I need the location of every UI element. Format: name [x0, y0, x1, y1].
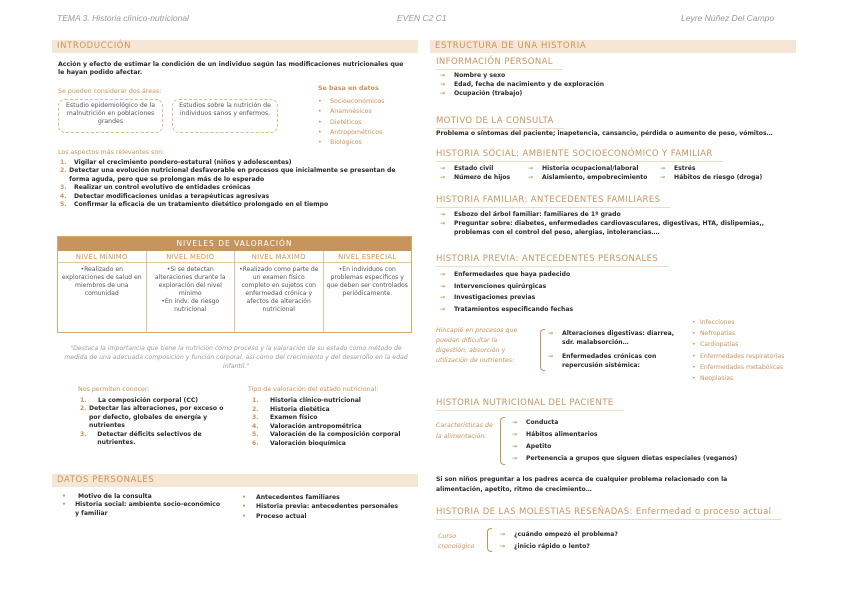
list-item: → Apetito — [512, 443, 552, 450]
levels-title: NIVELES DE VALORACIÓN — [58, 237, 411, 251]
emphasis-list — [548, 329, 680, 370]
sub-molestias: HISTORIA DE LAS MOLESTIAS RESEÑADAS: Enfermedad o proceso actual — [436, 507, 772, 517]
nutri-label: Características de la alimentación: — [436, 422, 493, 440]
nutri-list — [512, 417, 737, 465]
list-item: • Infecciones — [692, 319, 735, 326]
doc-course: EVEN C2 C1 — [397, 13, 447, 23]
types-list — [252, 397, 417, 449]
sub-familiar: HISTORIA FAMILIAR: ANTECEDENTES FAMILIARES — [436, 195, 661, 205]
list-item: 4. Valoración antropométrica — [252, 422, 362, 430]
social-grid — [440, 164, 762, 182]
level-medio: NIVEL MEDIO •Si se detectan alteraciones durante la exploración del nivel mínimo •En indv. de riesgo nutricional — [147, 251, 236, 333]
section-introduccion: INTRODUCCIÓN — [52, 40, 418, 53]
list-item: → Esbozo del árbol familiar: familiares de 1º grado — [440, 211, 621, 218]
list-item: • Cardiopatías — [692, 341, 739, 349]
list-item: → Hábitos alimentarios — [512, 431, 598, 438]
list-item: → Edad, fecha de nacimiento y de exploración — [440, 80, 605, 88]
intro-definition: Acción y efecto de estimar la condición de un individuo según las modificaciones nutricionales que le hayan podido afectar. — [58, 61, 404, 77]
list-item: → Tratamientos especificando fechas — [440, 305, 574, 313]
list-item: → Enfermedades crónicas con repercusión sistémica: — [548, 353, 657, 369]
list-item: • Dietéticos — [318, 118, 362, 126]
motivo-text: Problema o síntomas del paciente; inapetencia, cansancio, pérdida o aumento de peso, vómitos… — [436, 130, 773, 137]
list-item: → Investigaciones previas — [440, 294, 536, 301]
aspects-label: Los aspectos más relevantes son: — [58, 149, 165, 156]
list-item: • Anamnésicos — [318, 108, 372, 116]
sub-info-personal: INFORMACIÓN PERSONAL — [436, 57, 553, 67]
list-item: 3. Examen físico — [252, 414, 318, 422]
aspects-list — [60, 159, 412, 209]
sub-previa: HISTORIA PREVIA: ANTECEDENTES PERSONALES — [436, 254, 659, 264]
sub-nutricional: HISTORIA NUTRICIONAL DEL PACIENTE — [436, 398, 614, 408]
list-item: 1. Vigilar el crecimiento pondero-estatural (niños y adolescentes) — [60, 159, 292, 166]
areas-label: Se pueden considerar dos áreas: — [58, 88, 162, 95]
list-item: → Intervenciones quirúrgicas — [440, 282, 547, 290]
allow-label: Nos permiten conocer: — [78, 386, 150, 393]
level-especial: NIVEL ESPECIAL •En individuos con problemas específicos y que deben ser controlados periódicamente. — [324, 251, 412, 333]
kids-note: Si son niños preguntar a los padres acerca de cualquier problema relacionado con la alimentación, apetito, ritmo de crecimiento… — [436, 476, 728, 493]
chronic-list — [692, 317, 784, 384]
list-item: • Antecedentes familiares — [242, 494, 340, 501]
list-item: 1. La composición corporal (CC) — [80, 397, 199, 404]
emphasis-brace — [540, 329, 545, 371]
list-item: 1. Historia clínico-nutricional — [252, 397, 361, 404]
sub-social: HISTORIA SOCIAL: AMBIENTE SOCIOECONÓMICO Y FAMILIAR — [436, 149, 713, 159]
level-minimo: NIVEL MÍNIMO •Realizado en exploraciones de salud en miembros de una comunidad — [58, 251, 147, 333]
info-list — [440, 72, 604, 98]
list-item: 3. Realizar un control evolutivo de entidades crónicas — [60, 184, 251, 192]
sub-motivo: MOTIVO DE LA CONSULTA — [436, 116, 554, 126]
list-item: → Conducta — [512, 419, 559, 426]
types-label: Tipo de valoración del estado nutricional: — [248, 386, 379, 393]
prev-list — [440, 269, 573, 315]
family-list — [440, 210, 794, 237]
list-item: • Neoplasias — [692, 375, 734, 383]
list-item: 6. Valoración bioquímica — [252, 439, 346, 447]
list-item: → Preguntar sobre: diabetes, enfermedades cardiovasculares, digestivas, HTA, dislipemias,, problemas con el control del peso, alergias, intolerancias…. — [440, 220, 765, 236]
personal-right-list — [242, 493, 412, 521]
area-epidemiologic: Estudio epidemiológico de la malnutrición en poblaciones grandes — [58, 99, 163, 133]
list-item: 4. Detectar modificaciones unidas a terapéuticas agresivas — [60, 192, 270, 200]
list-item: 2. Detectar una evolución nutricional desfavorable en procesos que inicialmente se presentan de forma aguda, pero que se prolongan más de lo esperado — [60, 167, 396, 183]
allow-list — [80, 397, 236, 447]
mol-label: Curso cronológico — [438, 533, 475, 550]
list-item: → Estado civil → Historia ocupacional/laboral → Estrés — [440, 165, 696, 172]
doc-author: Leyre Núñez Del Campo — [681, 13, 775, 23]
list-item: 5. Valoración de la composición corporal — [252, 431, 401, 439]
list-item: • Socioeconómicos — [318, 98, 385, 105]
list-item: → Número de hijos → Aislamiento, empobrecimiento → Hábitos de riesgo (droga) — [440, 174, 763, 181]
personal-left-list — [62, 493, 222, 518]
level-maximo: NIVEL MÁXIMO •Realizado como parte de un examen físico completo en sujetos con enfermedad crónica y afectos de alteración nutricional — [235, 251, 324, 333]
section-datos-personales: DATOS PERSONALES — [52, 474, 418, 487]
doc-topic: TEMA 3. Historia clínico-nutricional — [57, 13, 189, 23]
list-item: 3. Detectar déficits selectivos de nutrientes. — [80, 430, 202, 447]
list-item: • Enfermedades respiratorias — [692, 352, 785, 360]
list-item: → Nombre y sexo — [440, 72, 506, 79]
list-item: • Motivo de la consulta — [62, 493, 152, 500]
list-item: 5. Confirmar la eficacia de un tratamiento dietético prolongado en el tiempo — [60, 201, 329, 209]
list-item: → Alteraciones digestivas: diarrea, sdr. malabsorción… — [548, 330, 675, 346]
list-item: → ¿cuándo empezó el problema? — [500, 531, 618, 538]
list-item: 2. Historia dietética — [252, 405, 330, 413]
list-item: • Nefropatías — [692, 330, 736, 338]
list-item: • Proceso actual — [242, 512, 307, 520]
list-item: • Historia social: ambiente socio-económico y familiar — [62, 501, 221, 517]
list-item: • Antropométricos — [318, 128, 383, 136]
area-individual: Estudios sobre la nutrición de individuos sanos y enfermos. — [172, 99, 278, 133]
list-item: → Pertenencia a grupos que siguen dietas especiales (veganos) — [512, 455, 738, 462]
list-item: → Enfermedades que haya padecido — [440, 271, 571, 278]
nutri-brace — [500, 417, 505, 465]
mol-brace — [487, 528, 492, 552]
list-item: 2. Detectar las alteraciones, por exceso o por defecto, globales de energía y nutrientes — [80, 405, 224, 430]
mol-list — [500, 529, 618, 553]
levels-table — [57, 236, 412, 333]
emphasis-label: Hincapié en procesos que puedan dificultar la digestión, absorción y utilización de nutrientes: — [436, 327, 518, 364]
section-estructura: ESTRUCTURA DE UNA HISTORIA — [430, 40, 796, 53]
list-item: • Historia previa: antecedentes personales — [242, 503, 398, 511]
importance-quote: "Destaca la importancia que tiene la nutrición como proceso y la valoración de su estado como método de medida de una adecuada composición y función corporal, así como del crecimiento y del desarrollo en la edad infantil." — [64, 345, 408, 370]
based-list — [318, 97, 384, 148]
list-item: • Biológicos — [318, 139, 362, 147]
based-label: Se basa en datos — [318, 85, 379, 92]
list-item: • Enfermedades metabólicas — [692, 363, 784, 371]
list-item: → Ocupación (trabajo) — [440, 89, 523, 97]
list-item: → ¿inicio rápido o lento? — [500, 543, 590, 550]
